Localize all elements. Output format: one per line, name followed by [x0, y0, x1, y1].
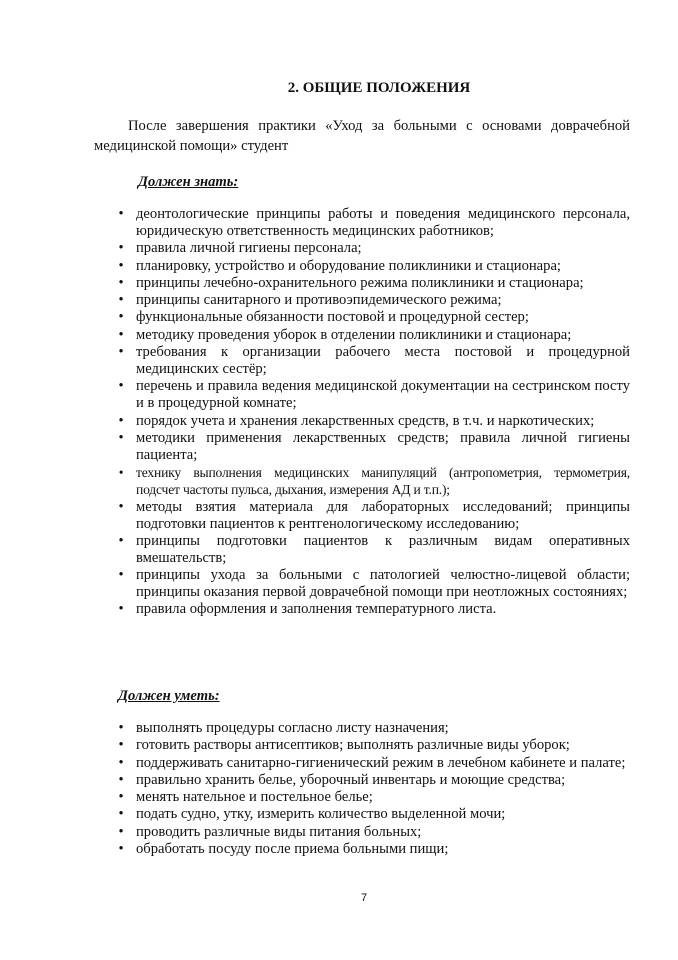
bullet-icon: •	[118, 412, 124, 429]
list-item-text: правила оформления и заполнения температурного листа.	[136, 601, 497, 618]
bullet-icon: •	[118, 257, 124, 274]
list-item-text: подать судно, утку, измерить количество выделенной мочи;	[136, 806, 506, 823]
list-item	[0, 240, 630, 257]
bullet-icon: •	[118, 378, 124, 395]
bullet-icon: •	[118, 754, 124, 771]
list-item	[0, 841, 630, 858]
list-item	[0, 567, 630, 601]
list-item	[0, 275, 630, 292]
list-item-text: принципы ухода за больными с патологией челюстно-лицевой области; принципы оказания первой доврачебной помощи при неотложных состояниях;	[136, 567, 630, 601]
list-item-text: менять нательное и постельное белье;	[136, 789, 373, 806]
bullet-icon: •	[118, 429, 124, 446]
bullet-icon: •	[118, 465, 124, 481]
list-item-text: обработать посуду после приема больными пищи;	[136, 841, 449, 858]
list-item	[0, 327, 630, 344]
bullet-icon: •	[118, 274, 124, 291]
bullet-icon: •	[118, 601, 124, 618]
list-item-text: методики применения лекарственных средств; правила личной гигиены пациента;	[136, 429, 630, 463]
list-item	[0, 499, 630, 533]
list-item	[0, 772, 630, 789]
list-item	[0, 755, 630, 772]
list-item	[0, 720, 630, 737]
bullet-icon: •	[118, 326, 124, 343]
list-item	[0, 413, 630, 430]
know-list	[0, 206, 630, 619]
list-item-text: требования к организации рабочего места постовой и процедурной медицинских сестёр;	[136, 344, 630, 378]
bullet-icon: •	[118, 720, 124, 736]
bullet-icon: •	[118, 737, 124, 754]
bullet-icon: •	[118, 206, 124, 222]
list-item	[0, 430, 630, 464]
bullet-icon: •	[118, 240, 124, 257]
bullet-icon: •	[118, 823, 124, 840]
list-item-text: поддерживать санитарно-гигиенический режим в лечебном кабинете и палате;	[136, 754, 626, 771]
intro-paragraph: После завершения практики «Уход за больными с основами доврачебной медицинской помощи» студент	[94, 118, 630, 154]
list-item	[0, 206, 630, 240]
bullet-icon: •	[118, 789, 124, 806]
list-item-text: правила личной гигиены персонала;	[136, 240, 362, 257]
list-item-text: выполнять процедуры согласно листу назначения;	[136, 720, 449, 736]
bullet-icon: •	[118, 841, 124, 858]
list-item	[0, 737, 630, 754]
bullet-icon: •	[118, 344, 124, 361]
list-item-text: методику проведения уборок в отделении поликлиники и стационара;	[136, 326, 572, 343]
list-item-text: функциональные обязанности постовой и процедурной сестер;	[136, 309, 529, 326]
know-subheading: Должен знать:	[138, 174, 239, 190]
bullet-icon: •	[118, 292, 124, 309]
list-item-text: порядок учета и хранения лекарственных средств, в т.ч. и наркотических;	[136, 412, 595, 429]
list-item	[0, 258, 630, 275]
list-item	[0, 292, 630, 309]
bullet-icon: •	[118, 498, 124, 515]
section-heading: 2. ОБЩИЕ ПОЛОЖЕНИЯ	[287, 80, 471, 96]
list-item-text: проводить различные виды питания больных;	[136, 823, 422, 840]
list-item-text: принципы лечебно-охранительного режима поликлиники и стационара;	[136, 274, 584, 291]
list-item-text: принципы санитарного и противоэпидемического режима;	[136, 292, 502, 309]
list-item	[0, 806, 630, 823]
list-item-text: правильно хранить белье, уборочный инвентарь и моющие средства;	[136, 771, 566, 788]
list-item	[0, 309, 630, 326]
bullet-icon: •	[118, 532, 124, 549]
list-item	[0, 344, 630, 378]
list-item-text: технику выполнения медицинских манипуляций (антропометрия, термометрия, подсчет частоты пульса, дыхания, измерения АД и т.п.);	[136, 465, 630, 498]
list-item	[0, 533, 630, 567]
bullet-icon: •	[118, 771, 124, 788]
list-item	[0, 378, 630, 412]
list-item-text: планировку, устройство и оборудование поликлиники и стационара;	[136, 257, 561, 274]
list-item-text: принципы подготовки пациентов к различным видам оперативных вмешательств;	[136, 532, 630, 566]
list-item	[0, 464, 630, 498]
able-subheading: Должен уметь:	[118, 688, 220, 704]
list-item-text: деонтологические принципы работы и поведения медицинского персонала, юридическую ответственность медицинских работников;	[136, 206, 630, 239]
list-item-text: готовить растворы антисептиков; выполнять различные виды уборок;	[136, 737, 570, 754]
bullet-icon: •	[118, 309, 124, 326]
able-list	[0, 720, 630, 858]
page-number: 7	[360, 892, 368, 904]
list-item	[0, 789, 630, 806]
bullet-icon: •	[118, 806, 124, 823]
bullet-icon: •	[118, 567, 124, 584]
list-item	[0, 824, 630, 841]
list-item-text: методы взятия материала для лабораторных исследований; принципы подготовки пациентов к рентгенологическому исследованию;	[136, 498, 630, 532]
list-item-text: перечень и правила ведения медицинской документации на сестринском посту и в процедурной комнате;	[136, 378, 630, 412]
list-item	[0, 601, 630, 618]
